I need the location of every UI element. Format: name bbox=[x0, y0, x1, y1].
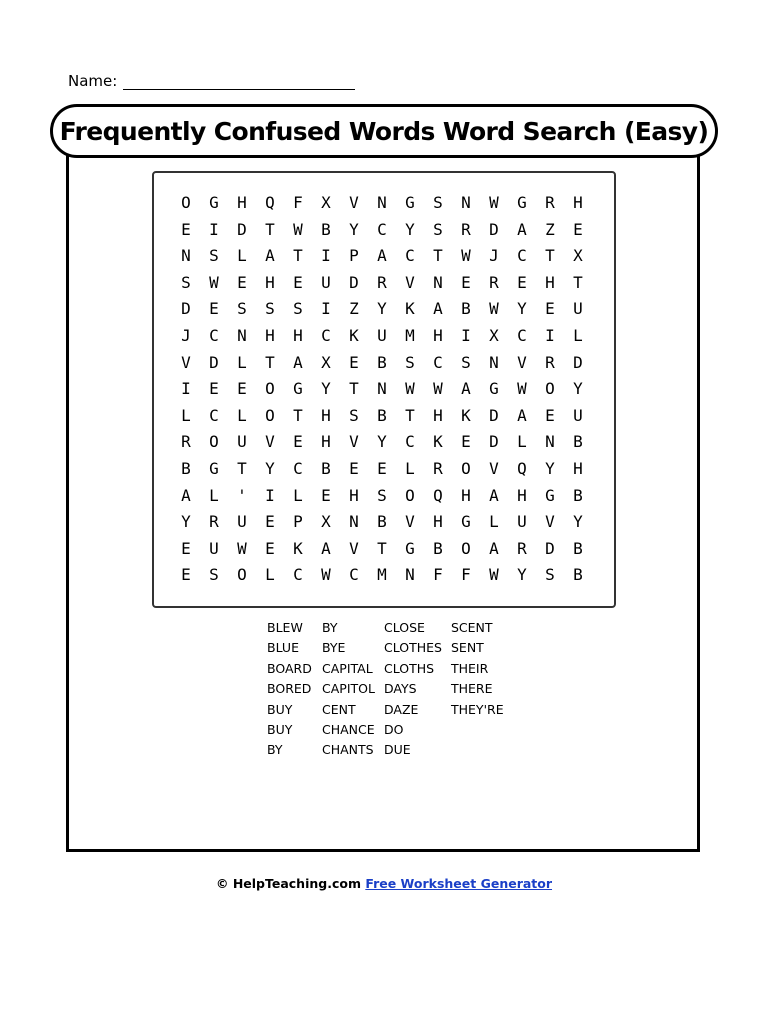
grid-letter: C bbox=[349, 565, 359, 585]
worksheet-title: Frequently Confused Words Word Search (Easy) bbox=[59, 116, 709, 146]
grid-letter: D bbox=[545, 538, 555, 558]
grid-letter: H bbox=[349, 485, 359, 505]
grid-letter: E bbox=[265, 538, 275, 558]
grid-letter: Y bbox=[377, 432, 387, 452]
grid-letter: E bbox=[181, 538, 191, 558]
grid-letter: U bbox=[517, 512, 527, 532]
letter-grid bbox=[172, 190, 592, 589]
word-bank-item: SCENT bbox=[451, 620, 493, 635]
grid-letter: W bbox=[489, 193, 499, 212]
grid-letter: N bbox=[405, 565, 415, 585]
grid-letter: E bbox=[573, 219, 583, 239]
grid-letter: L bbox=[293, 485, 303, 505]
word-bank-item: BY bbox=[267, 742, 283, 758]
grid-letter: B bbox=[377, 512, 387, 532]
grid-letter: H bbox=[265, 325, 275, 345]
grid-letter: G bbox=[461, 512, 471, 532]
grid-letter: A bbox=[461, 379, 471, 399]
grid-letter: B bbox=[377, 405, 387, 425]
grid-letter: H bbox=[293, 325, 303, 345]
grid-letter: V bbox=[349, 432, 359, 452]
word-bank-empty-slot bbox=[451, 740, 531, 760]
grid-letter: L bbox=[405, 458, 415, 478]
grid-letter: G bbox=[517, 193, 527, 212]
grid-letter: D bbox=[209, 352, 219, 372]
grid-letter: H bbox=[573, 458, 583, 478]
grid-letter: U bbox=[377, 325, 387, 345]
grid-letter: V bbox=[265, 432, 275, 452]
grid-letter: H bbox=[433, 325, 443, 345]
grid-letter: T bbox=[349, 379, 359, 399]
grid-letter: V bbox=[405, 512, 415, 532]
grid-letter: L bbox=[209, 485, 219, 505]
grid-letter: S bbox=[265, 299, 275, 319]
grid-letter: Y bbox=[573, 512, 583, 532]
grid-letter: E bbox=[349, 458, 359, 478]
grid-letter: C bbox=[209, 325, 219, 345]
grid-letter: A bbox=[517, 405, 527, 425]
grid-letter: Z bbox=[349, 299, 359, 319]
grid-letter: A bbox=[321, 538, 331, 558]
grid-letter: T bbox=[433, 246, 443, 266]
grid-letter: O bbox=[265, 379, 275, 399]
grid-letter: B bbox=[433, 538, 443, 558]
grid-letter: I bbox=[321, 299, 331, 319]
grid-letter: Y bbox=[349, 219, 359, 239]
word-bank-item: BUY bbox=[267, 701, 293, 717]
grid-letter: E bbox=[209, 299, 219, 319]
grid-letter: Y bbox=[405, 219, 415, 239]
grid-letter: S bbox=[209, 246, 219, 266]
grid-letter: F bbox=[293, 193, 303, 212]
grid-letter: I bbox=[321, 246, 331, 266]
name-label: Name: bbox=[68, 72, 118, 90]
grid-letter: P bbox=[293, 512, 303, 532]
grid-letter: K bbox=[405, 299, 415, 319]
grid-letter: B bbox=[573, 565, 583, 585]
grid-letter: G bbox=[489, 379, 499, 399]
grid-letter: E bbox=[293, 432, 303, 452]
grid-letter: A bbox=[265, 246, 275, 266]
grid-letter: O bbox=[405, 485, 415, 505]
grid-letter: A bbox=[377, 246, 387, 266]
name-blank-line bbox=[123, 73, 355, 90]
grid-letter: U bbox=[573, 405, 583, 425]
grid-letter: E bbox=[321, 485, 331, 505]
title-banner bbox=[50, 104, 718, 158]
grid-letter: C bbox=[405, 246, 415, 266]
grid-letter: T bbox=[405, 405, 415, 425]
grid-letter: K bbox=[433, 432, 443, 452]
grid-letter: C bbox=[517, 246, 527, 266]
grid-letter: W bbox=[489, 299, 499, 319]
word-bank-item: DUE bbox=[384, 742, 411, 758]
grid-letter: Q bbox=[265, 193, 275, 212]
grid-letter: U bbox=[573, 299, 583, 319]
grid-letter: D bbox=[573, 352, 583, 372]
grid-letter: E bbox=[461, 432, 471, 452]
grid-letter: Y bbox=[181, 512, 191, 532]
word-bank-item: THERE bbox=[451, 681, 493, 697]
grid-letter: S bbox=[209, 565, 219, 585]
grid-letter: W bbox=[489, 565, 499, 585]
grid-letter: S bbox=[433, 193, 443, 212]
grid-letter: N bbox=[461, 193, 471, 212]
grid-letter: N bbox=[545, 432, 555, 452]
grid-letter: I bbox=[181, 379, 191, 399]
grid-letter: R bbox=[377, 272, 387, 292]
grid-letter: A bbox=[517, 219, 527, 239]
grid-letter: H bbox=[573, 193, 583, 212]
grid-letter: I bbox=[545, 325, 555, 345]
word-bank-item: CLOTHS bbox=[384, 660, 435, 676]
word-bank-item: BLEW bbox=[267, 620, 303, 635]
grid-letter: W bbox=[461, 246, 471, 266]
grid-letter: C bbox=[293, 458, 303, 478]
grid-letter: J bbox=[181, 325, 191, 345]
grid-letter: N bbox=[433, 272, 443, 292]
grid-letter: O bbox=[461, 538, 471, 558]
word-bank-item: DAYS bbox=[384, 681, 417, 697]
word-bank-item: CAPITAL bbox=[322, 660, 373, 676]
grid-letter: G bbox=[209, 458, 219, 478]
grid-letter: F bbox=[433, 565, 443, 585]
grid-letter: S bbox=[181, 272, 191, 292]
grid-letter: R bbox=[517, 538, 527, 558]
grid-letter: A bbox=[181, 485, 191, 505]
grid-letter: E bbox=[181, 565, 191, 585]
grid-letter: Y bbox=[321, 379, 331, 399]
grid-letter: Q bbox=[517, 458, 527, 478]
grid-letter: N bbox=[377, 379, 387, 399]
grid-letter: D bbox=[489, 219, 499, 239]
word-bank-item: CLOTHES bbox=[384, 640, 442, 656]
grid-letter: W bbox=[321, 565, 331, 585]
grid-letter: E bbox=[517, 272, 527, 292]
word-bank-item: DO bbox=[384, 721, 404, 737]
free-worksheet-generator-link[interactable]: Free Worksheet Generator bbox=[365, 876, 553, 891]
grid-letter: N bbox=[181, 246, 191, 266]
grid-letter: C bbox=[405, 432, 415, 452]
word-bank-item: THEY'RE bbox=[451, 701, 504, 717]
grid-letter: R bbox=[433, 458, 443, 478]
grid-letter: D bbox=[489, 432, 499, 452]
grid-letter: G bbox=[293, 379, 303, 399]
copyright-text: © HelpTeaching.com bbox=[215, 876, 361, 891]
grid-letter: O bbox=[181, 193, 191, 212]
grid-letter: E bbox=[237, 272, 247, 292]
word-bank-item: CENT bbox=[322, 701, 356, 717]
grid-letter: F bbox=[461, 565, 471, 585]
grid-letter: H bbox=[265, 272, 275, 292]
grid-letter: B bbox=[573, 432, 583, 452]
grid-letter: R bbox=[489, 272, 499, 292]
grid-letter: L bbox=[237, 352, 247, 372]
grid-letter: W bbox=[433, 379, 443, 399]
grid-letter: I bbox=[461, 325, 471, 345]
name-field-row bbox=[68, 72, 355, 90]
grid-letter: T bbox=[293, 246, 303, 266]
grid-letter: W bbox=[405, 379, 415, 399]
grid-letter: B bbox=[573, 538, 583, 558]
grid-letter: B bbox=[321, 219, 331, 239]
grid-letter: E bbox=[545, 299, 555, 319]
grid-letter: K bbox=[349, 325, 359, 345]
word-bank-item: THEIR bbox=[451, 660, 489, 676]
grid-letter: R bbox=[209, 512, 219, 532]
grid-letter: L bbox=[489, 512, 499, 532]
grid-letter: S bbox=[237, 299, 247, 319]
grid-letter: L bbox=[517, 432, 527, 452]
grid-letter: H bbox=[461, 485, 471, 505]
grid-letter: C bbox=[321, 325, 331, 345]
grid-letter: Y bbox=[573, 379, 583, 399]
grid-letter: W bbox=[517, 379, 527, 399]
grid-letter: L bbox=[573, 325, 583, 345]
word-bank-item: CLOSE bbox=[384, 620, 425, 635]
grid-letter: O bbox=[265, 405, 275, 425]
grid-letter: H bbox=[321, 405, 331, 425]
word-bank-item: BY bbox=[322, 620, 338, 635]
grid-letter: R bbox=[545, 193, 555, 212]
grid-letter: R bbox=[461, 219, 471, 239]
grid-letter: C bbox=[209, 405, 219, 425]
grid-letter: H bbox=[517, 485, 527, 505]
grid-letter: O bbox=[545, 379, 555, 399]
word-bank-item: CAPITOL bbox=[322, 681, 375, 697]
grid-letter: G bbox=[209, 193, 219, 212]
grid-letter: D bbox=[489, 405, 499, 425]
grid-letter: L bbox=[237, 246, 247, 266]
grid-letter: I bbox=[265, 485, 275, 505]
grid-letter: Y bbox=[517, 565, 527, 585]
grid-letter: V bbox=[545, 512, 555, 532]
grid-letter: O bbox=[461, 458, 471, 478]
grid-letter: H bbox=[545, 272, 555, 292]
grid-letter: B bbox=[461, 299, 471, 319]
word-bank-item: DAZE bbox=[384, 701, 419, 717]
grid-letter: E bbox=[237, 379, 247, 399]
grid-letter: J bbox=[489, 246, 499, 266]
grid-letter: X bbox=[573, 246, 583, 266]
grid-letter: Y bbox=[517, 299, 527, 319]
grid-letter: X bbox=[321, 512, 331, 532]
grid-letter: D bbox=[349, 272, 359, 292]
grid-letter: H bbox=[321, 432, 331, 452]
grid-letter: N bbox=[489, 352, 499, 372]
grid-letter: S bbox=[377, 485, 387, 505]
grid-letter: S bbox=[433, 219, 443, 239]
grid-letter: S bbox=[349, 405, 359, 425]
grid-letter: G bbox=[405, 538, 415, 558]
grid-letter: T bbox=[237, 458, 247, 478]
grid-letter: M bbox=[377, 565, 387, 585]
word-bank-item: BYE bbox=[322, 640, 346, 656]
grid-letter: C bbox=[377, 219, 387, 239]
grid-letter: V bbox=[405, 272, 415, 292]
grid-letter: H bbox=[433, 405, 443, 425]
grid-letter: T bbox=[545, 246, 555, 266]
grid-letter: E bbox=[545, 405, 555, 425]
grid-letter: V bbox=[349, 538, 359, 558]
word-bank-item: CHANCE bbox=[322, 721, 375, 737]
grid-letter: B bbox=[573, 485, 583, 505]
grid-letter: W bbox=[293, 219, 303, 239]
grid-letter: E bbox=[209, 379, 219, 399]
grid-letter: U bbox=[237, 512, 247, 532]
grid-letter: U bbox=[237, 432, 247, 452]
grid-letter: B bbox=[321, 458, 331, 478]
grid-letter: X bbox=[489, 325, 499, 345]
grid-letter: H bbox=[433, 512, 443, 532]
grid-letter: L bbox=[265, 565, 275, 585]
grid-letter: Y bbox=[545, 458, 555, 478]
grid-letter: C bbox=[293, 565, 303, 585]
grid-letter: D bbox=[237, 219, 247, 239]
grid-letter: B bbox=[377, 352, 387, 372]
grid-letter: Q bbox=[433, 485, 443, 505]
grid-letter: O bbox=[237, 565, 247, 585]
grid-letter: X bbox=[321, 352, 331, 372]
word-bank-item: SENT bbox=[451, 640, 484, 656]
word-bank-empty-slot bbox=[451, 720, 531, 740]
grid-letter: N bbox=[237, 325, 247, 345]
grid-letter: Y bbox=[377, 299, 387, 319]
grid-letter: G bbox=[405, 193, 415, 212]
grid-letter: W bbox=[209, 272, 219, 292]
grid-letter: V bbox=[517, 352, 527, 372]
grid-letter: E bbox=[377, 458, 387, 478]
grid-letter: K bbox=[461, 405, 471, 425]
word-bank-item: BLUE bbox=[267, 640, 299, 656]
grid-letter: G bbox=[545, 485, 555, 505]
grid-letter: C bbox=[517, 325, 527, 345]
grid-letter: I bbox=[209, 219, 219, 239]
grid-letter: A bbox=[433, 299, 443, 319]
word-bank bbox=[267, 618, 531, 761]
grid-letter: N bbox=[377, 193, 387, 212]
grid-letter: E bbox=[181, 219, 191, 239]
grid-letter: D bbox=[181, 299, 191, 319]
grid-letter: A bbox=[489, 538, 499, 558]
grid-letter: ' bbox=[237, 485, 247, 505]
grid-letter: T bbox=[265, 352, 275, 372]
grid-letter: N bbox=[349, 512, 359, 532]
grid-letter: W bbox=[237, 538, 247, 558]
grid-letter: S bbox=[405, 352, 415, 372]
grid-letter: C bbox=[433, 352, 443, 372]
grid-letter: V bbox=[489, 458, 499, 478]
grid-letter: E bbox=[461, 272, 471, 292]
grid-letter: M bbox=[405, 325, 415, 345]
grid-letter: E bbox=[265, 512, 275, 532]
grid-letter: U bbox=[321, 272, 331, 292]
grid-letter: V bbox=[181, 352, 191, 372]
grid-letter: T bbox=[573, 272, 583, 292]
grid-letter: T bbox=[377, 538, 387, 558]
word-bank-item: BUY bbox=[267, 721, 293, 737]
word-bank-item: BORED bbox=[267, 681, 312, 697]
grid-letter: U bbox=[209, 538, 219, 558]
grid-letter: L bbox=[237, 405, 247, 425]
grid-letter: R bbox=[181, 432, 191, 452]
grid-letter: R bbox=[545, 352, 555, 372]
grid-letter: T bbox=[265, 219, 275, 239]
word-bank-item: CHANTS bbox=[322, 742, 374, 758]
grid-letter: X bbox=[321, 193, 331, 212]
grid-letter: O bbox=[209, 432, 219, 452]
grid-letter: E bbox=[349, 352, 359, 372]
grid-letter: A bbox=[489, 485, 499, 505]
grid-letter: P bbox=[349, 246, 359, 266]
grid-letter: L bbox=[181, 405, 191, 425]
grid-letter: S bbox=[293, 299, 303, 319]
word-bank-item: BOARD bbox=[267, 660, 312, 676]
grid-letter: Y bbox=[265, 458, 275, 478]
grid-letter: B bbox=[181, 458, 191, 478]
grid-letter: E bbox=[293, 272, 303, 292]
grid-letter: S bbox=[461, 352, 471, 372]
grid-letter: S bbox=[545, 565, 555, 585]
grid-letter: V bbox=[349, 193, 359, 212]
grid-letter: T bbox=[293, 405, 303, 425]
grid-letter: H bbox=[237, 193, 247, 212]
grid-letter: K bbox=[293, 538, 303, 558]
grid-letter: Z bbox=[545, 219, 555, 239]
footer bbox=[0, 876, 768, 891]
grid-letter: A bbox=[293, 352, 303, 372]
